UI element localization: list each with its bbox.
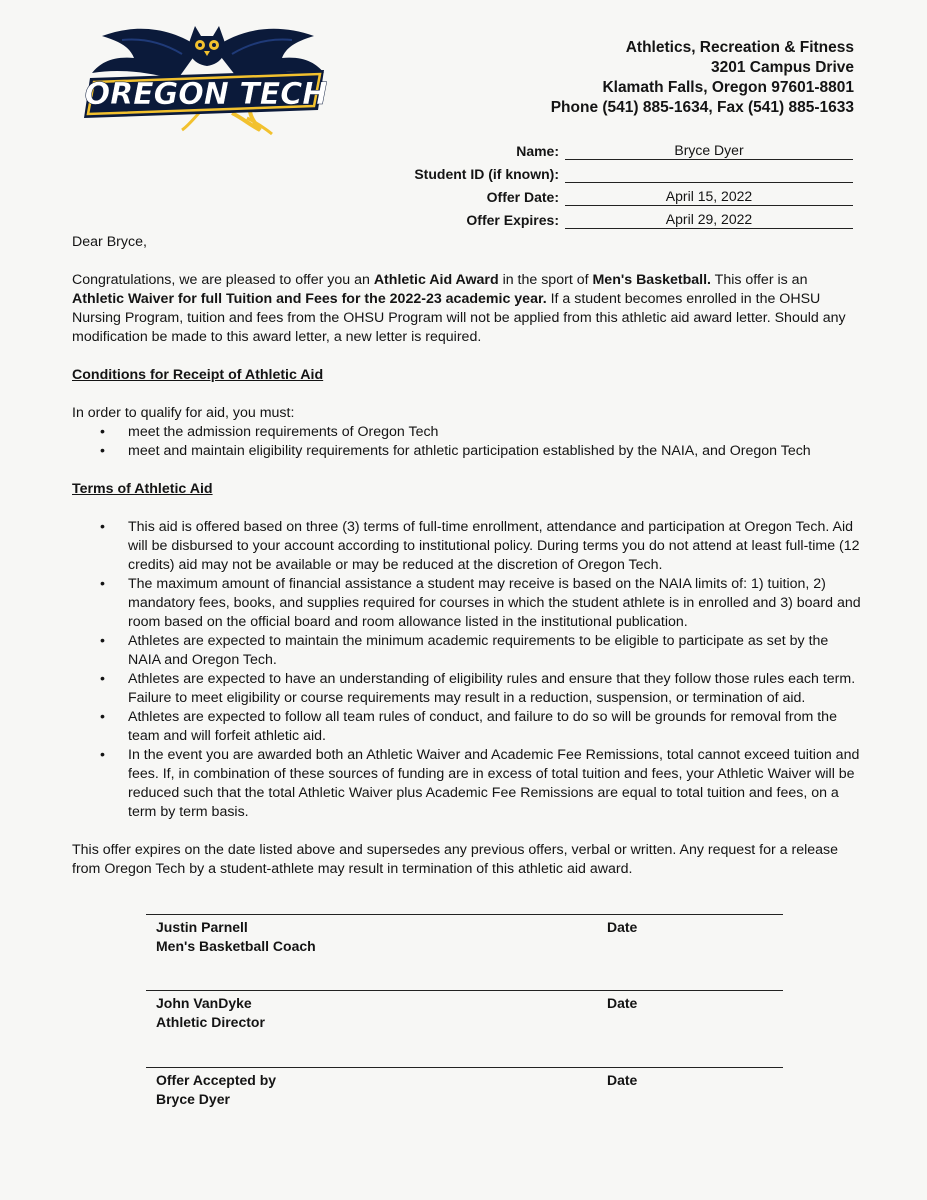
list-item	[72, 708, 862, 746]
lead-bold-waiver: Athletic Waiver for full Tuition and Fees for the 2022-23 academic year.	[72, 291, 547, 307]
list-item	[72, 442, 862, 461]
lead-bold-sport: Men's Basketball.	[592, 272, 711, 288]
list-item	[72, 670, 862, 708]
conditions-intro: In order to qualify for aid, you must:	[72, 405, 295, 421]
signer-title: Athletic Director	[156, 1014, 265, 1030]
conditions-list	[72, 423, 862, 461]
lead-text: This offer is an	[710, 272, 808, 288]
offer-expires-label: Offer Expires:	[466, 212, 559, 228]
bullet-icon: •	[100, 633, 105, 649]
svg-text:OREGON TECH: OREGON TECH	[84, 77, 328, 112]
dept-name: Athletics, Recreation & Fitness	[625, 39, 854, 56]
bullet-icon: •	[100, 709, 105, 725]
bullet-icon: •	[100, 671, 105, 687]
lead-paragraph	[72, 271, 862, 347]
bullet-icon: •	[100, 424, 105, 440]
list-item	[72, 632, 862, 670]
offer-expires-value: April 29, 2022	[565, 210, 853, 229]
terms-heading: Terms of Athletic Aid	[72, 481, 213, 497]
terms-list	[72, 518, 862, 822]
bullet-icon: •	[100, 443, 105, 459]
student-id-value	[565, 164, 853, 183]
signature-line-director	[146, 990, 783, 1030]
bullet-icon: •	[100, 519, 105, 535]
date-label: Date	[607, 919, 638, 935]
offer-date-label: Offer Date:	[486, 189, 559, 205]
recipient-fields	[380, 141, 855, 233]
list-item	[72, 746, 862, 822]
bullet-icon: •	[100, 747, 105, 763]
list-item	[72, 518, 862, 575]
signer-name: Offer Accepted by	[156, 1072, 277, 1088]
lead-bold-award: Athletic Aid Award	[373, 272, 499, 288]
date-label: Date	[607, 1072, 638, 1088]
oregon-tech-logo	[82, 18, 332, 138]
signature-line-accepted	[146, 1067, 783, 1107]
signer-title: Bryce Dyer	[156, 1091, 230, 1107]
phone-fax: Phone (541) 885-1634, Fax (541) 885-1633	[550, 99, 854, 116]
lead-text: If a student becomes enrolled in the OHSU Nursing Program, tuition and fees from the OHSU Program will not be applied from this athletic aid award letter. Should any modification be made to this award letter, a new letter is required.	[72, 291, 846, 345]
list-item	[72, 423, 862, 442]
list-item-text: The maximum amount of financial assistance a student may receive is based on the NAIA limits of: 1) tuition, 2) mandatory fees, books, and supplies required for courses in which the student athlete is in enrolled and 3) board and room based on the official board and room allowance listed in the institutional publication.	[128, 576, 861, 630]
list-item-text: This aid is offered based on three (3) terms of full-time enrollment, attendance and participation at Oregon Tech. Aid will be disbursed to your account according to institutional policy. During terms you do not attend at least full-time (12 credits) aid may not be available or may be reduced at the discretion of Oregon Tech.	[128, 519, 860, 573]
name-label: Name:	[516, 143, 559, 159]
header-address	[551, 38, 854, 118]
conditions-heading: Conditions for Receipt of Athletic Aid	[72, 367, 324, 383]
list-item-text: Athletes are expected to have an understanding of eligibility rules and ensure that they follow those rules each term. Failure to meet eligibility or course requirements may result in a reduction, suspension, or termination of aid.	[128, 671, 856, 706]
signature-line-coach	[146, 914, 783, 954]
list-item-text: Athletes are expected to follow all team rules of conduct, and failure to do so will be grounds for removal from the team and will forfeit athletic aid.	[128, 709, 837, 744]
bullet-icon: •	[100, 576, 105, 592]
greeting: Dear Bryce,	[72, 234, 147, 250]
name-value: Bryce Dyer	[565, 141, 853, 160]
street-address: 3201 Campus Drive	[710, 59, 854, 76]
lead-text: in the sport of	[498, 272, 593, 288]
signer-title: Men's Basketball Coach	[156, 938, 316, 954]
letter-body	[72, 233, 862, 879]
offer-expires-row	[380, 210, 855, 233]
signer-name: John VanDyke	[156, 995, 252, 1011]
list-item-text: Athletes are expected to maintain the minimum academic requirements to be eligible to participate as set by the NAIA and Oregon Tech.	[128, 633, 829, 668]
offer-date-row	[380, 187, 855, 210]
offer-date-value: April 15, 2022	[565, 187, 853, 206]
list-item-text: meet and maintain eligibility requirements for athletic participation established by the NAIA, and Oregon Tech	[128, 443, 811, 459]
student-id-row	[380, 164, 855, 187]
closing-paragraph: This offer expires on the date listed above and supersedes any previous offers, verbal or written. Any request for a release from Oregon Tech by a student-athlete may result in termination of this athletic aid award.	[72, 842, 839, 877]
student-id-label: Student ID (if known):	[414, 166, 559, 182]
lead-text: Congratulations, we are pleased to offer you an	[72, 272, 374, 288]
list-item-text: In the event you are awarded both an Athletic Waiver and Academic Fee Remissions, total cannot exceed tuition and fees. If, in combination of these sources of funding are in excess of total tuition and fees, your Athletic Waiver will be reduced such that the total Athletic Waiver plus Academic Fee Remissions are equal to total tuition and fees, on a term by term basis.	[128, 747, 860, 820]
signer-name: Justin Parnell	[156, 919, 248, 935]
date-label: Date	[607, 995, 638, 1011]
name-row	[380, 141, 855, 164]
list-item-text: meet the admission requirements of Oregon Tech	[128, 424, 439, 440]
city-address: Klamath Falls, Oregon 97601-8801	[602, 79, 854, 96]
list-item	[72, 575, 862, 632]
